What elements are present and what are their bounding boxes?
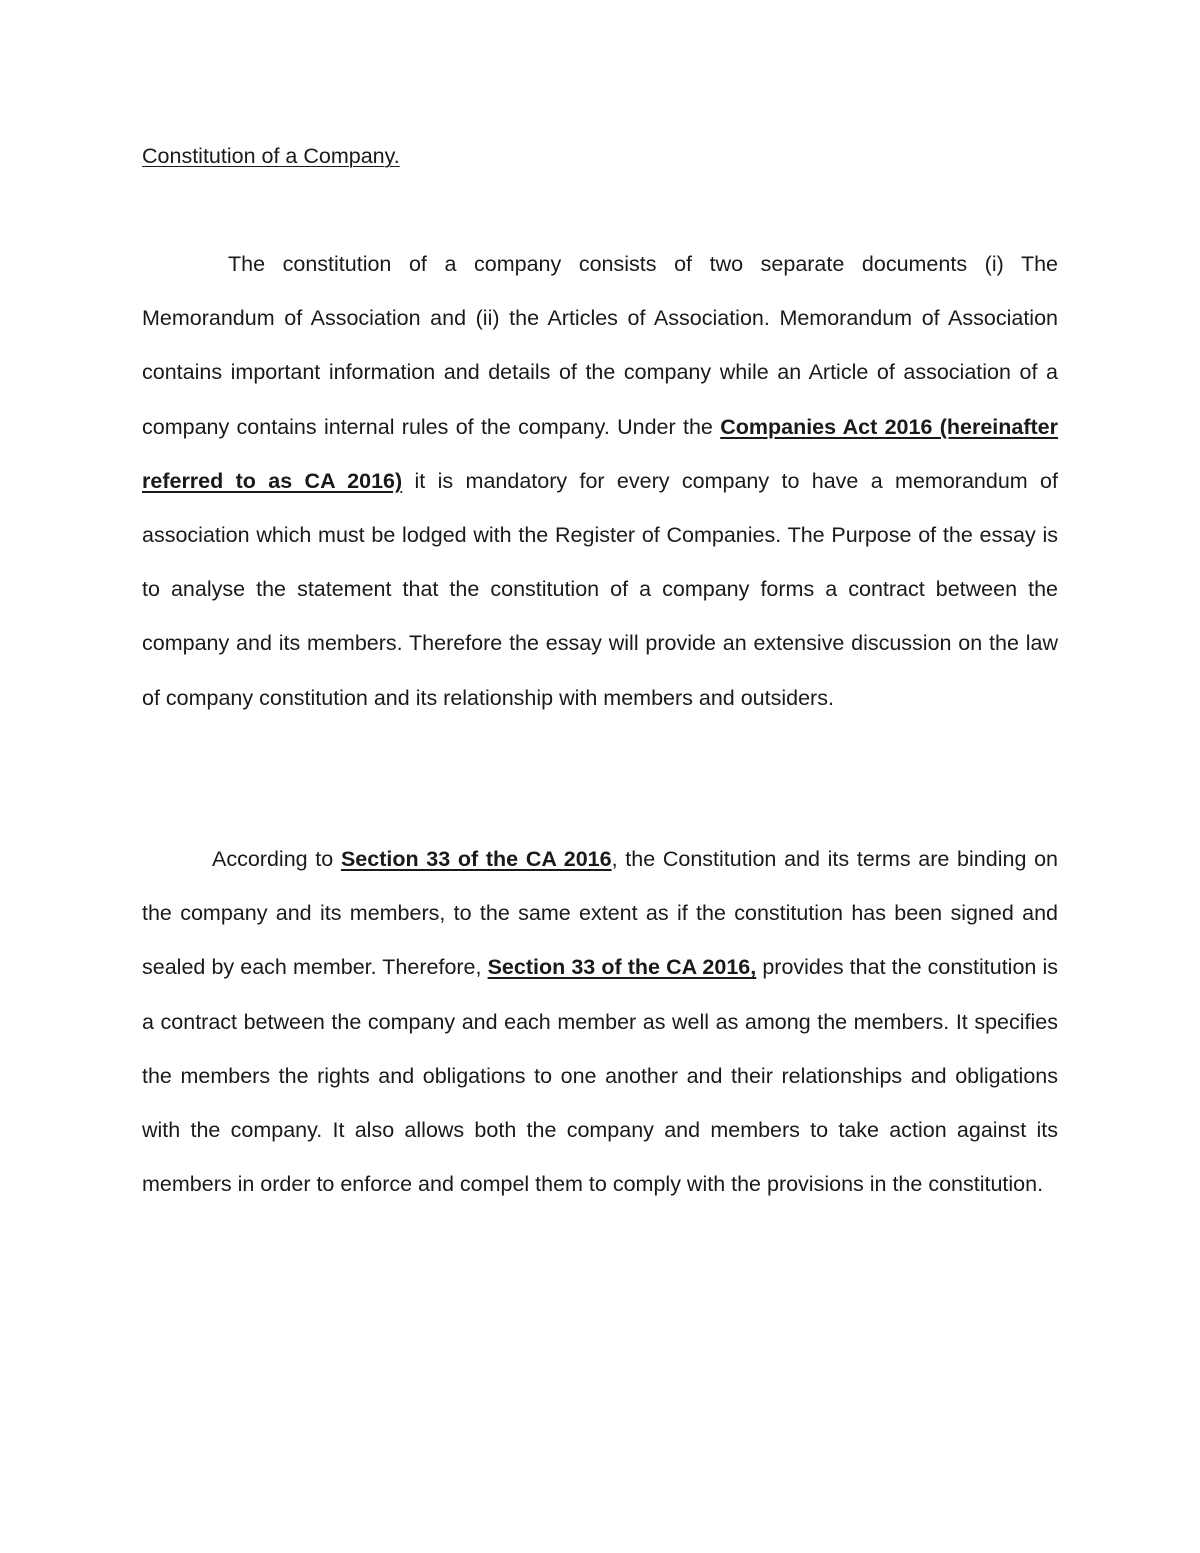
section-33-reference: Section 33 of the CA 2016 [340,847,612,871]
paragraph-introduction [142,237,1058,725]
companies-act-reference: Companies Act 2016 (hereinafter referred to as CA 2016) [142,414,1059,493]
section-33-reference-second: Section 33 of the CA 2016, [487,955,757,980]
document-title: Constitution of a Company. [142,144,400,168]
paragraph-section-33 [142,832,1058,1211]
paragraph-2-text-b: , the Constitution and its terms are binding on the company and its members, to the same extent as if the constitution has been signed and sealed by each member. Therefore, [142,847,1059,980]
paragraph-1-text-a: The constitution of a company consists of two separate documents (i) The Memorandum of Association and (ii) the Articles of Association. Memorandum of Association contains important information and details of the company while an Article of association of a company contains internal rules of the company. Under the [142,252,1058,439]
paragraph-2-text-a: According to [212,847,341,871]
paragraph-2-text-c: provides that the constitution is a contract between the company and each member as well as among the members. It specifies the members the rights and obligations to one another and their relationships and obligations with the company. It also allows both the company and members to take action against its members in order to enforce and compel them to comply with the provisions in the constitution. [142,955,1058,1197]
paragraph-1-text-b: it is mandatory for every company to have a memorandum of association which must be lodged with the Register of Companies. The Purpose of the essay is to analyse the statement that the constitution of a company forms a contract between the company and its members. Therefore the essay will provide an extensive discussion on the law of company constitution and its relationship with members and outsiders. [142,468,1058,710]
